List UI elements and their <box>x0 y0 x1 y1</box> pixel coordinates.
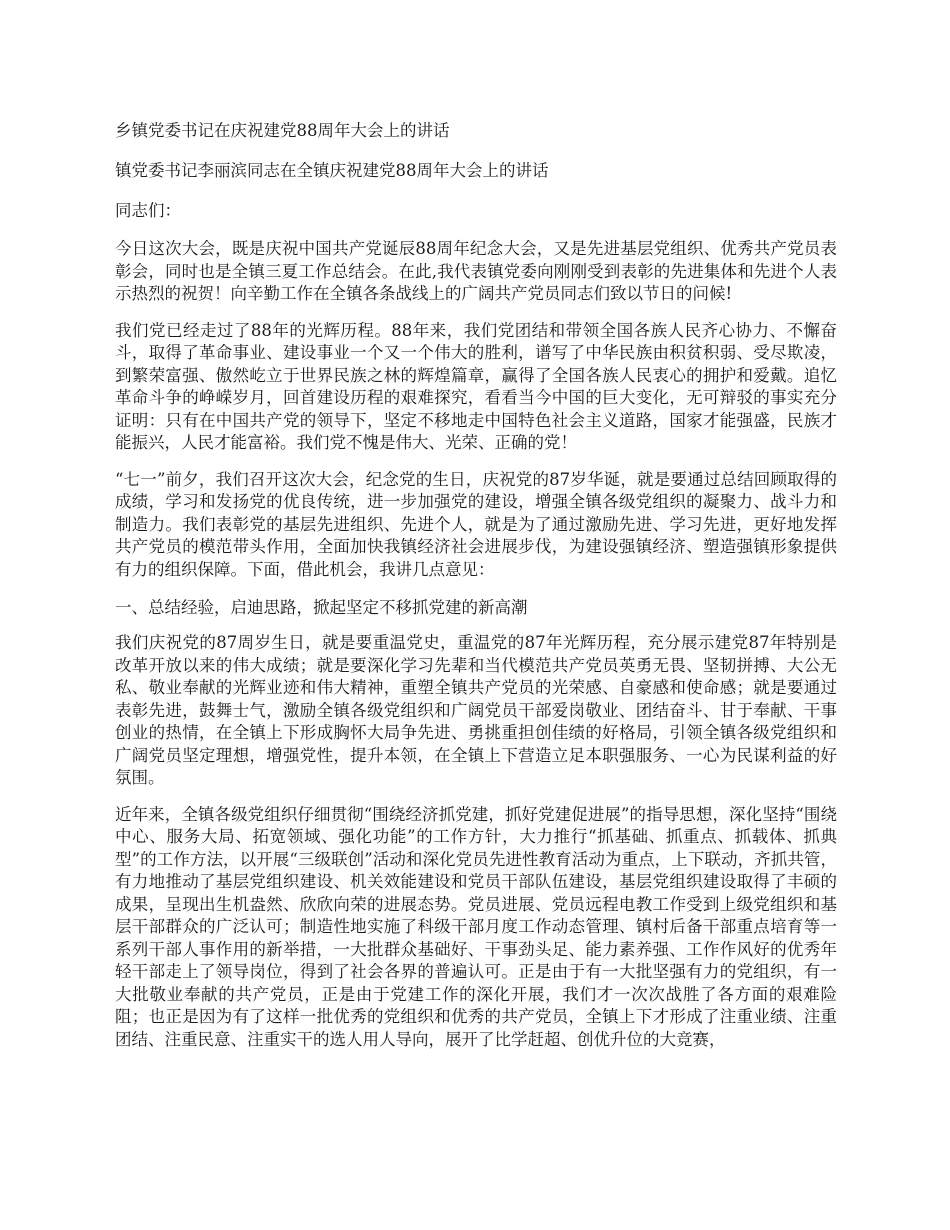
section-heading: 一、总结经验，启迪思路，掀起坚定不移抓党建的新高潮 <box>115 598 528 617</box>
paragraph-celebration: 我们庆祝党的87周岁生日，就是要重温党史，重温党的87年光辉历程，充分展示建党87年特别是改革开放以来的伟大成绩；就是要深化学习先辈和当代模范共产党员英勇无畏、坚韧拼搏、大公无私、敬业奉献的光辉业迹和伟大精神，重塑全镇共产党员的光荣感、自豪感和使命感；就是要通过表彰先进，鼓舞士气，激励全镇各级党组织和广阔党员干部爱岗敬业、团结奋斗、甘于奉献、干事创业的热情，在全镇上下形成胸怀大局争先进、勇挑重担创佳绩的好格局，引领全镇各级党组织和广阔党员坚定理想，增强党性，提升本领，在全镇上下营造立足本职强服务、一心为民谋利益的好氛围。 <box>115 633 837 787</box>
paragraph-history: 我们党已经走过了88年的光辉历程。88年来，我们党团结和带领全国各族人民齐心协力、不懈奋斗，取得了革命事业、建设事业一个又一个伟大的胜利，谱写了中华民族由积贫积弱、受尽欺凌，到繁荣富强、傲然屹立于世界民族之林的辉煌篇章，赢得了全国各族人民衷心的拥护和爱戴。追忆革命斗争的峥嵘岁月，回首建设历程的艰难探究，看看当今中国的巨大变化，无可辩驳的事实充分证明：只有在中国共产党的领导下，坚定不移地走中国特色社会主义道路，国家才能强盛，民族才能振兴，人民才能富裕。我们党不愧是伟大、光荣、正确的党！ <box>115 320 837 452</box>
document-subtitle: 镇党委书记李丽滨同志在全镇庆祝建党88周年大会上的讲话 <box>115 161 549 180</box>
paragraph-achievements: 近年来，全镇各级党组织仔细贯彻“围绕经济抓党建，抓好党建促进展”的指导思想，深化坚持“围绕中心、服务大局、拓宽领域、强化功能”的工作方针，大力推行“抓基础、抓重点、抓载体、抓典型”的工作方法，以开展“三级联创”活动和深化党员先进性教育活动为重点，上下联动，齐抓共管，有力地推动了基层党组织建设、机关效能建设和党员干部队伍建设，基层党组织建设取得了丰硕的成果，呈现出生机盎然、欣欣向荣的进展态势。党员进展、党员远程电教工作受到上级党组织和基层干部群众的广泛认可；制造性地实施了科级干部月度工作动态管理、镇村后备干部重点培育等一系列干部人事作用的新举措，一大批群众基础好、干事劲头足、能力素养强、工作作风好的优秀年轻干部走上了领导岗位，得到了社会各界的普遍认可。正是由于有一大批坚强有力的党组织，有一大批敬业奉献的共产党员，正是由于党建工作的深化开展，我们才一次次战胜了各方面的艰难险阻；也正是因为有了这样一批优秀的党组织和优秀的共产党员，全镇上下才形成了注重业绩、注重团结、注重民意、注重实干的选人用人导向，展开了比学赶超、创优升位的大竞赛， <box>115 804 837 1049</box>
paragraph-opening: 今日这次大会，既是庆祝中国共产党诞辰88周年纪念大会，又是先进基层党组织、优秀共产党员表彰会，同时也是全镇三夏工作总结会。在此,我代表镇党委向刚刚受到表彰的先进集体和先进个人表示热烈的祝贺！向辛勤工作在全镇各条战线上的广阔共产党员同志们致以节日的问候! <box>115 239 837 303</box>
document-title: 乡镇党委书记在庆祝建党88周年大会上的讲话 <box>115 121 450 140</box>
salutation: 同志们： <box>115 201 181 220</box>
paragraph-purpose: “七一”前夕，我们召开这次大会，纪念党的生日，庆祝党的87岁华诞，就是要通过总结回顾取得的成绩，学习和发扬党的优良传统，进一步加强党的建设，增强全镇各级党组织的凝聚力、战斗力和制造力。我们表彰党的基层先进组织、先进个人，就是为了通过激励先进、学习先进，更好地发挥共产党员的模范带头作用，全面加快我镇经济社会进展步伐，为建设强镇经济、塑造强镇形象提供有力的组织保障。下面，借此机会，我讲几点意见： <box>115 469 837 579</box>
document-page <box>115 118 837 1051</box>
